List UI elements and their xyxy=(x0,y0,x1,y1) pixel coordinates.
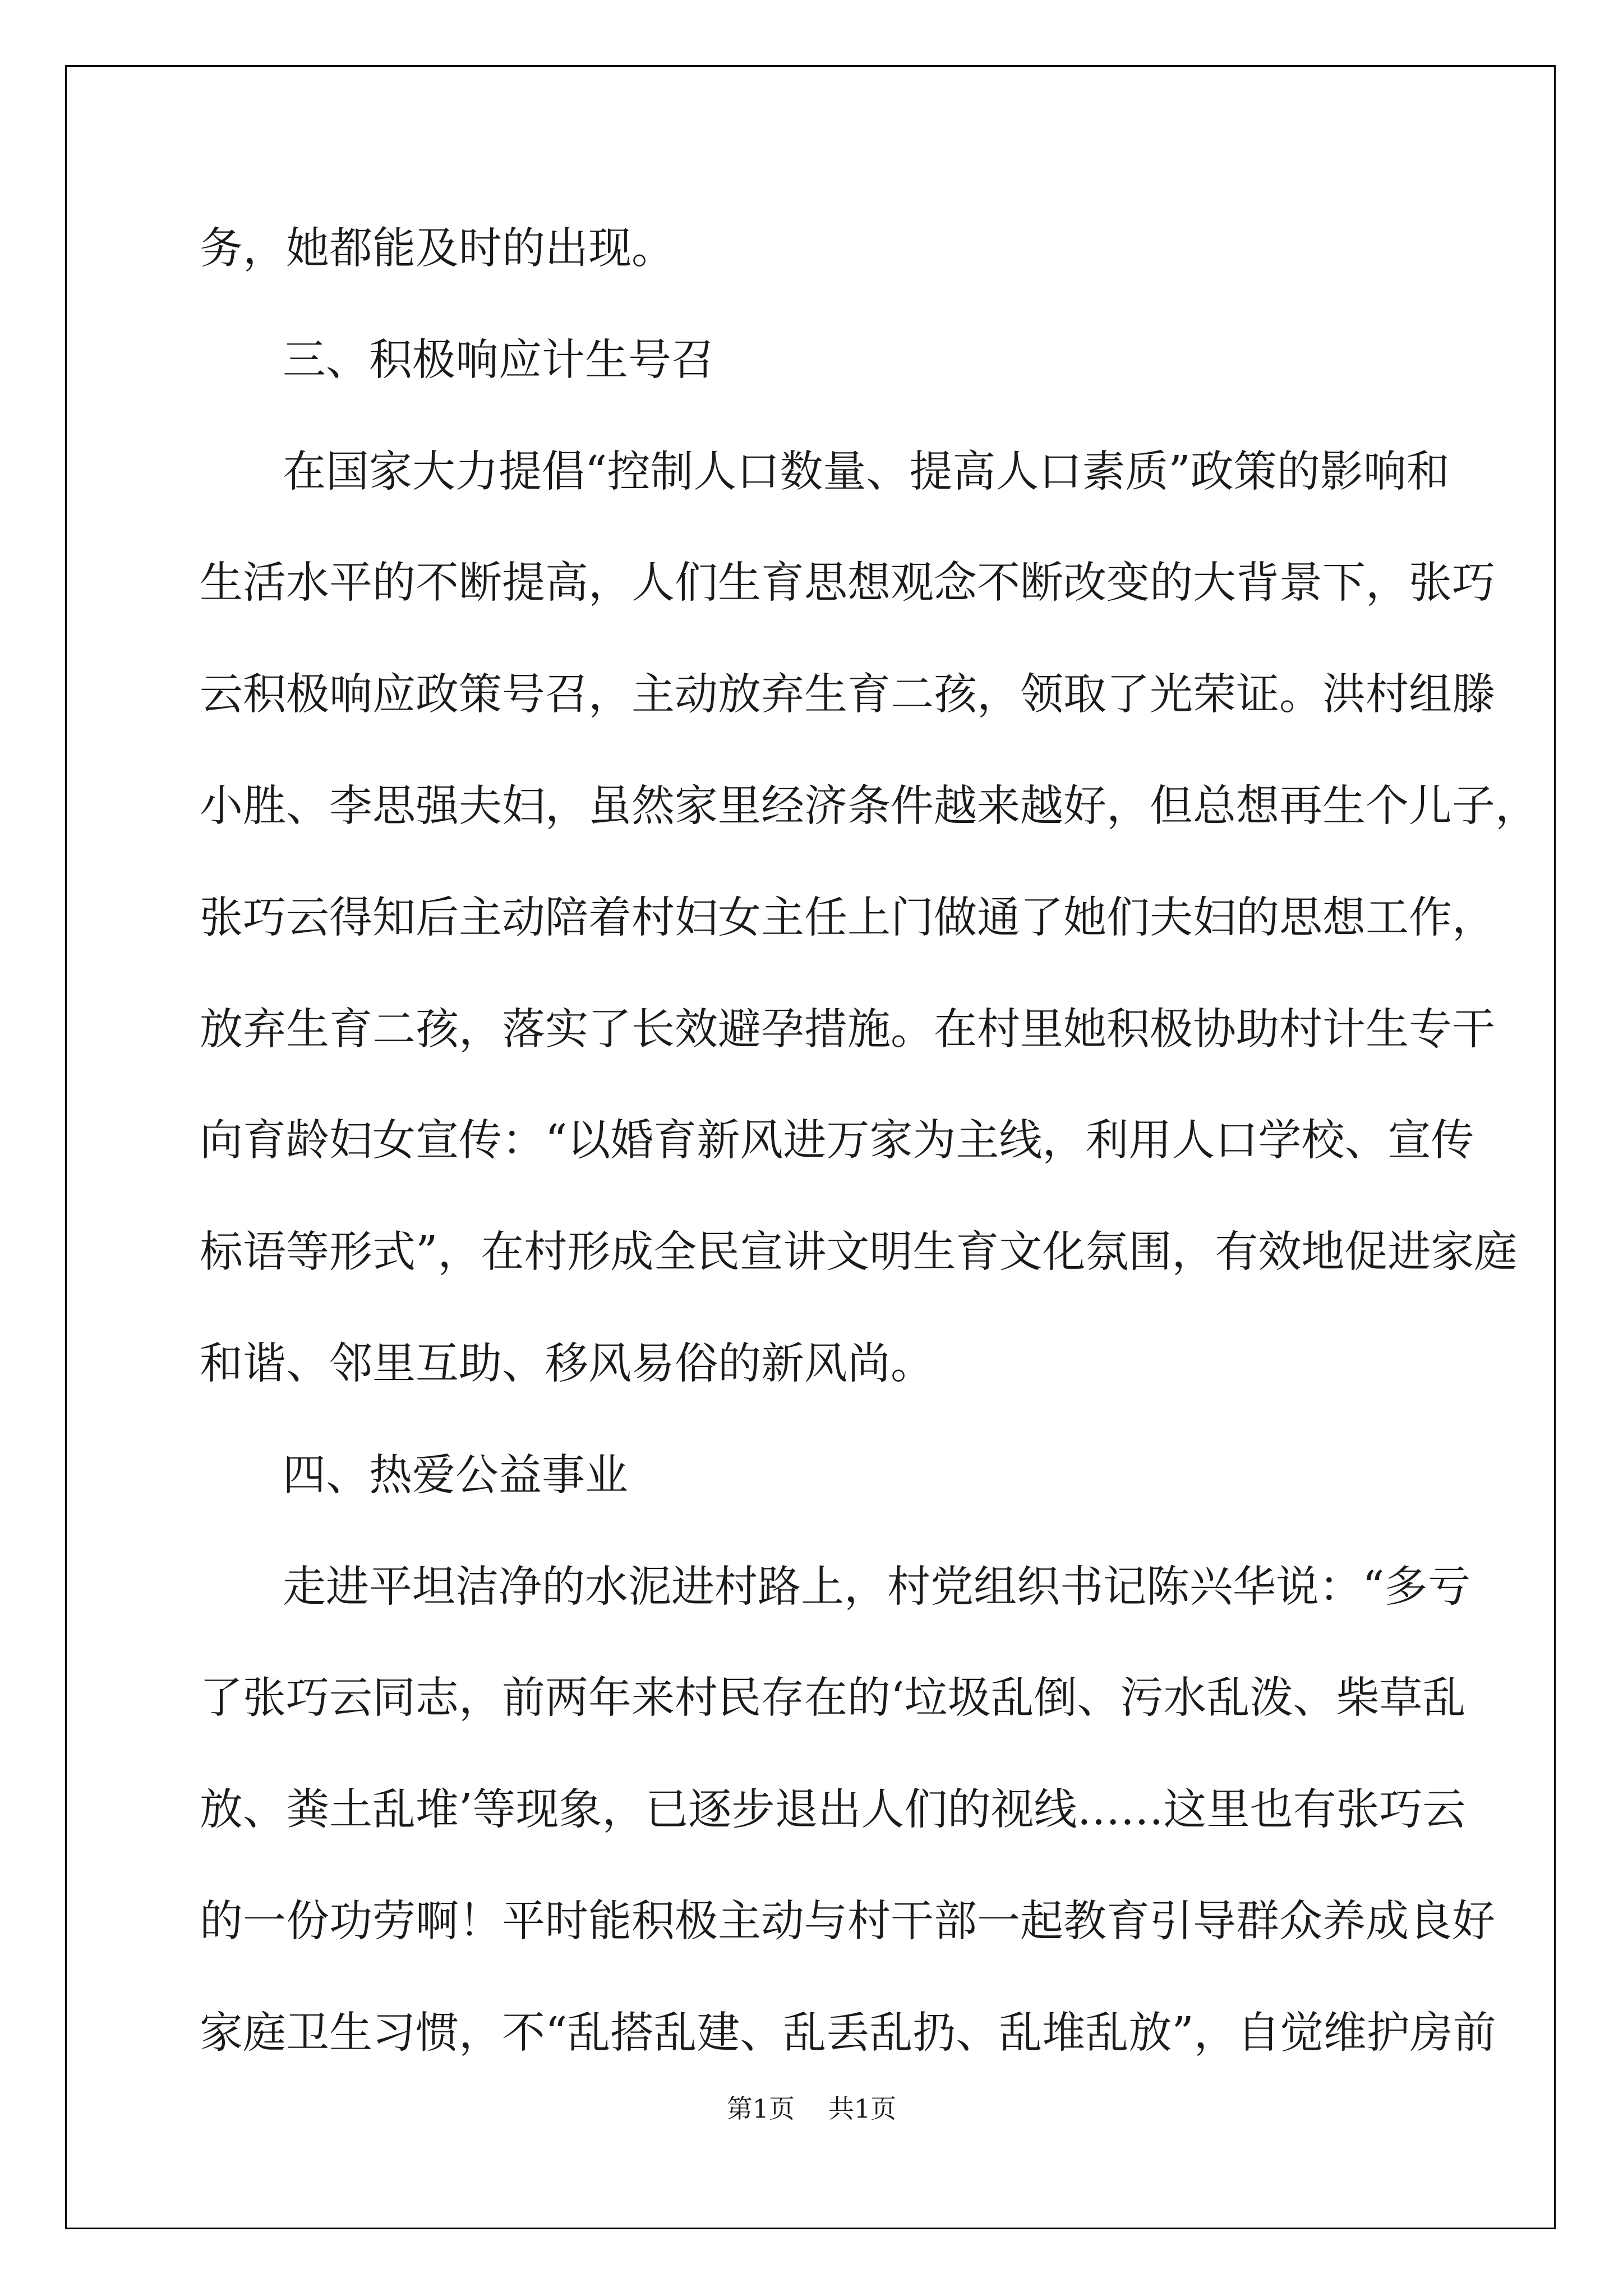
text-line: 标语等形式”，在村形成全民宣讲文明生育文化氛围，有效地促进家庭 xyxy=(200,1227,1518,1278)
document-body xyxy=(200,194,1538,2090)
text-line: 走进平坦洁净的水泥进村路上，村党组织书记陈兴华说：“多亏 xyxy=(283,1562,1471,1612)
text-line: 务，她都能及时的出现。 xyxy=(200,224,675,274)
text-line: 云积极响应政策号召，主动放弃生育二孩，领取了光荣证。洪村组滕 xyxy=(200,670,1495,720)
text-line: 小胜、李思强夫妇，虽然家里经济条件越来越好，但总想再生个儿子， xyxy=(200,781,1538,831)
page-total: 共1页 xyxy=(828,2093,897,2124)
text-line: 家庭卫生习惯，不“乱搭乱建、乱丢乱扔、乱堆乱放”，自觉维护房前 xyxy=(200,2008,1496,2058)
text-line: 张巧云得知后主动陪着村妇女主任上门做通了她们夫妇的思想工作， xyxy=(200,892,1495,943)
text-line: 在国家大力提倡“控制人口数量、提高人口素质”政策的影响和 xyxy=(283,447,1450,497)
text-line: 的一份功劳啊！平时能积极主动与村干部一起教育引导群众养成良好 xyxy=(200,1896,1495,1947)
text-line: 了张巧云同志，前两年来村民存在的‘垃圾乱倒、污水乱泼、柴草乱 xyxy=(200,1673,1466,1724)
text-line: 三、积极响应计生号召 xyxy=(283,335,714,385)
text-line: 生活水平的不断提高，人们生育思想观念不断改变的大背景下，张巧 xyxy=(200,558,1495,609)
text-line: 四、热爱公益事业 xyxy=(283,1450,628,1501)
text-line: 向育龄妇女宣传：“以婚育新风进万家为主线，利用人口学校、宣传 xyxy=(200,1116,1474,1166)
text-line: 放、粪土乱堆’等现象，已逐步退出人们的视线……这里也有张巧云 xyxy=(200,1785,1466,1835)
text-line: 放弃生育二孩，落实了长效避孕措施。在村里她积极协助村计生专干 xyxy=(200,1004,1495,1055)
text-line: 和谐、邻里互助、移风易俗的新风尚。 xyxy=(200,1338,934,1389)
page-footer xyxy=(0,2092,1623,2125)
page-number: 第1页 xyxy=(726,2093,795,2124)
